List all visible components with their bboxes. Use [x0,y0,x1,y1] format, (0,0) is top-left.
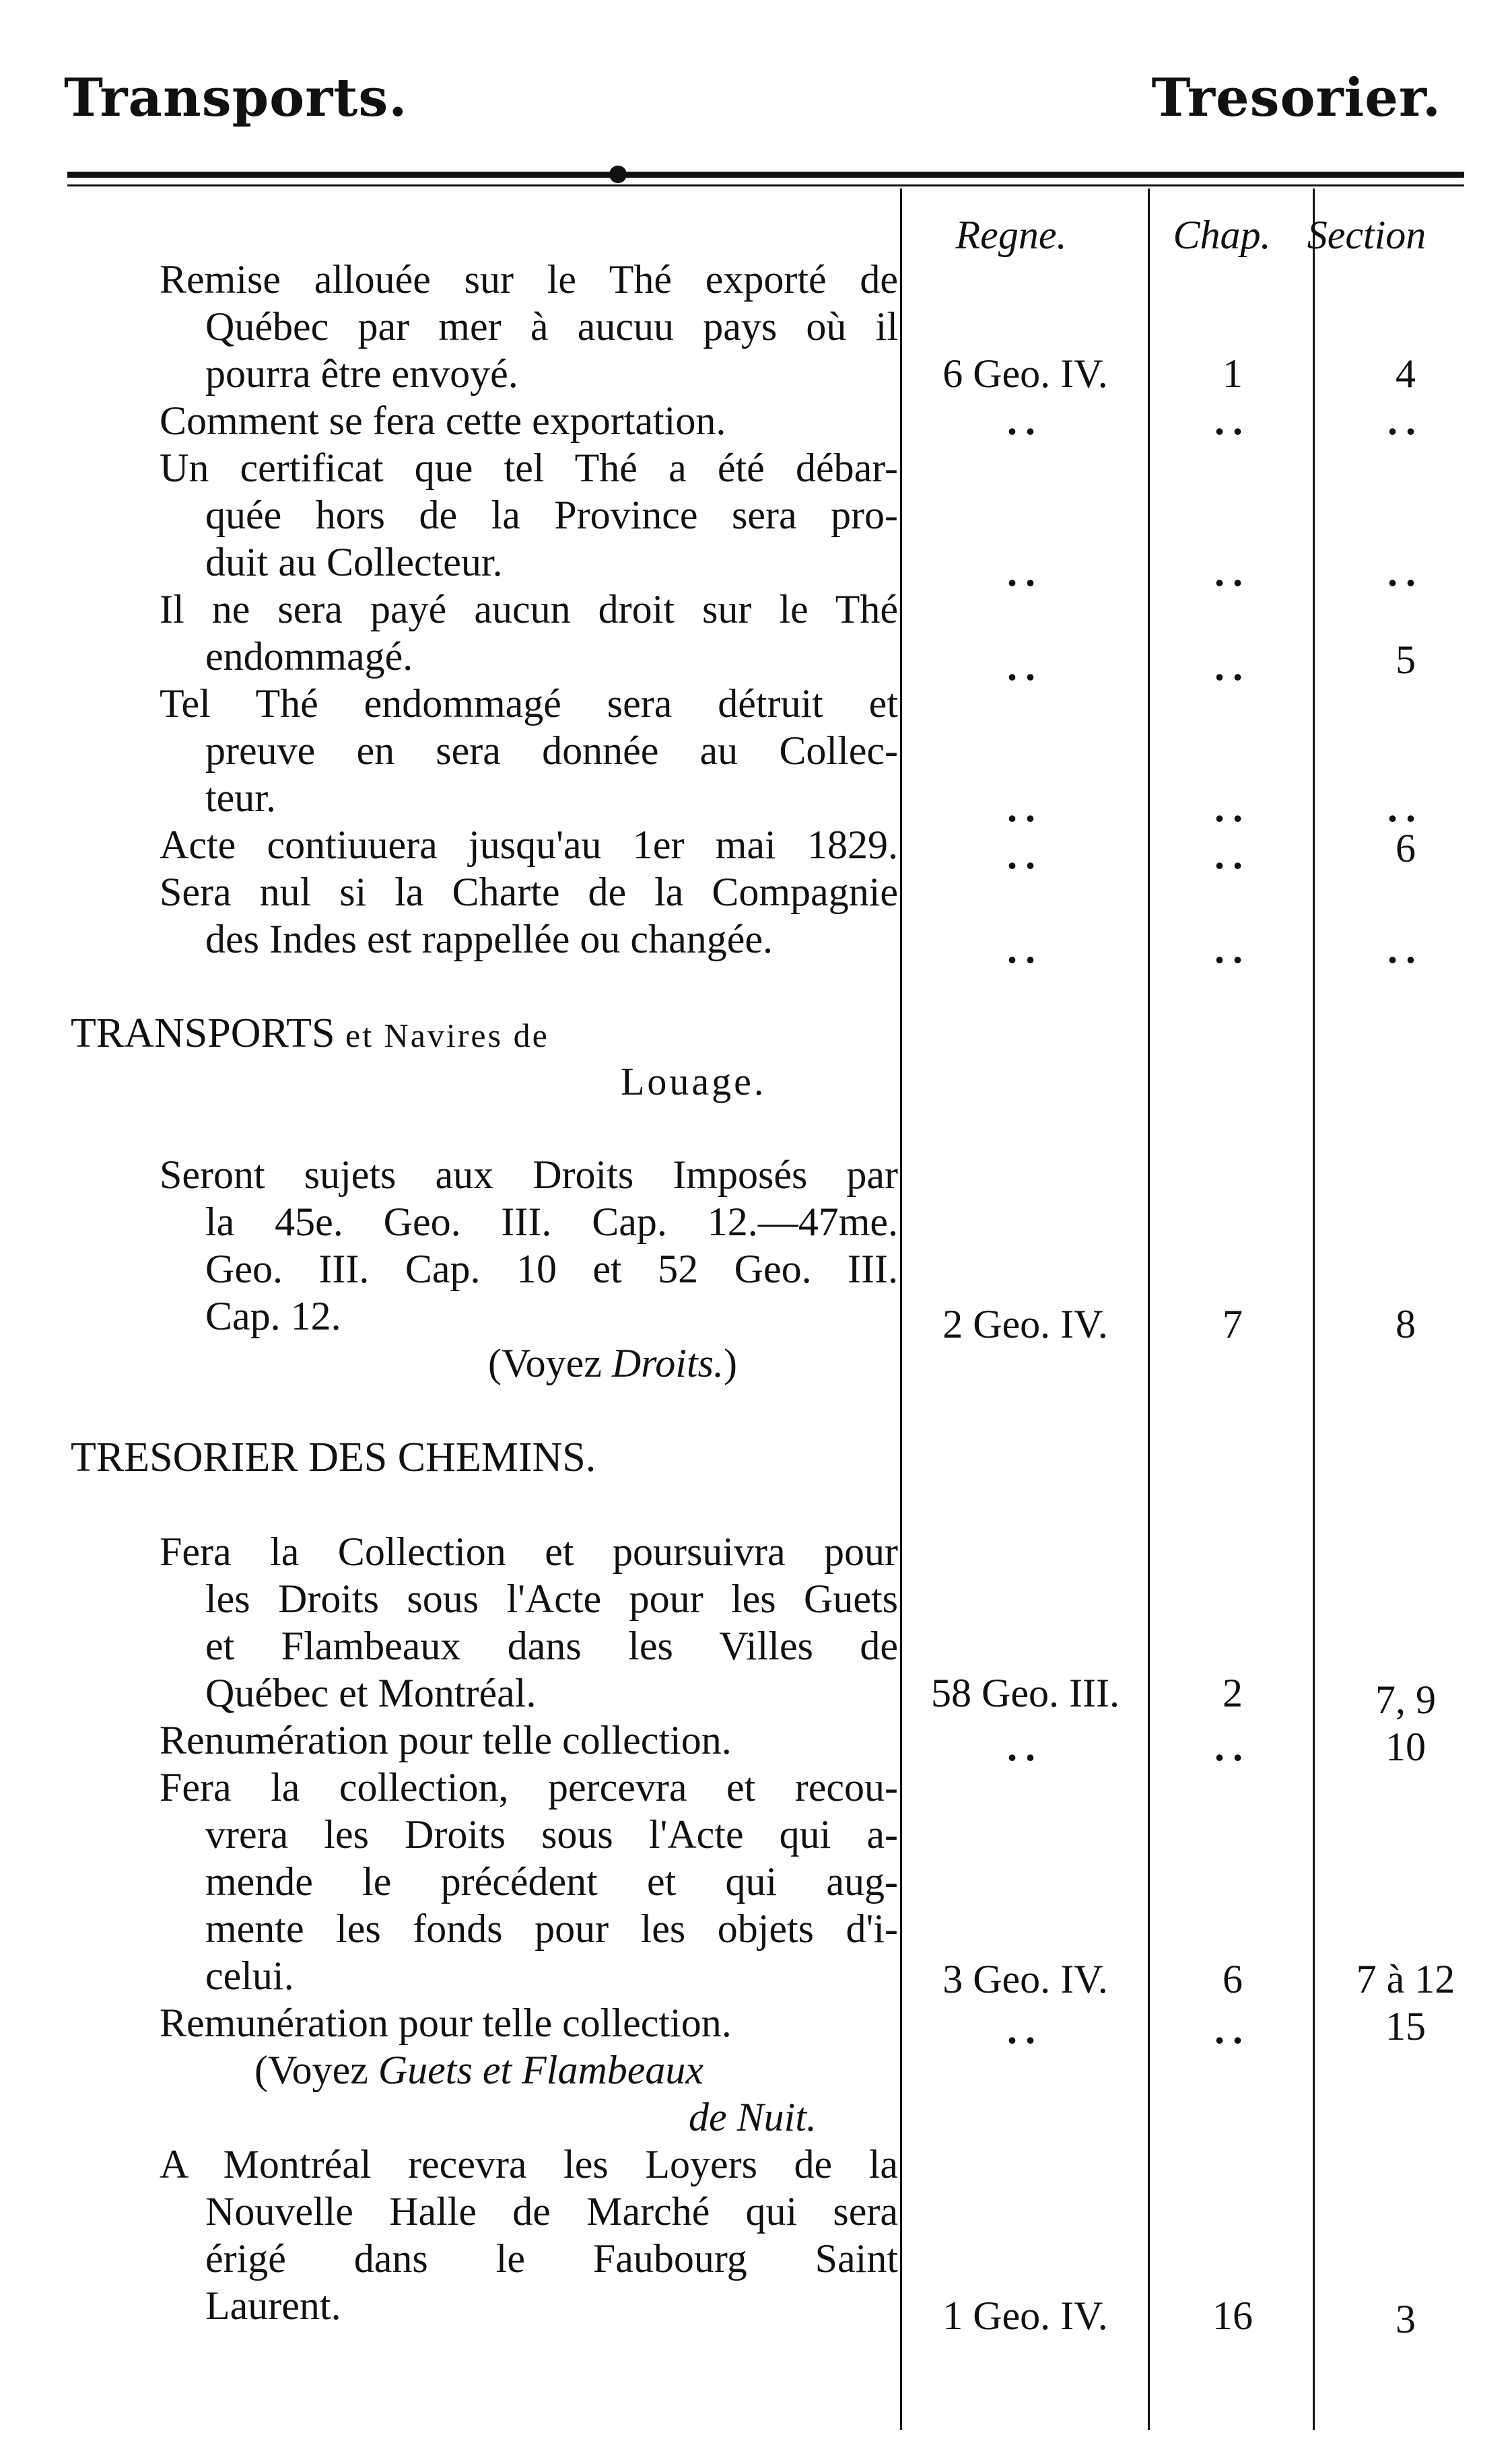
cell-regne: 58 Geo. III. [931,1671,1120,1715]
entry-text: Cap. 12. [205,1294,341,1338]
entry-text: duit au Collecteur. [205,540,503,584]
cross-reference-term: de Nuit. [689,2095,817,2139]
cell-chap: 6 [1223,1957,1243,2001]
entry-text: Québec par mer à aucuu pays où il [205,304,898,349]
ditto-mark: .. [1007,2007,1043,2052]
entry-text: preuve en sera donnée au Collec- [205,728,898,773]
ditto-mark: .. [1214,550,1251,594]
entry-text: Sera nul si la Charte de la Compagnie [160,870,898,914]
entry-text: quée hors de la Province sera pro- [205,493,898,537]
entry-text: vrera les Droits sous l'Acte qui a- [205,1812,898,1857]
cell-section: 8 [1396,1302,1416,1346]
section-heading-continuation: Louage. [621,1060,767,1103]
entry-text: Tel Thé endommagé sera détruit et [160,681,898,726]
entry-text: la 45e. Geo. III. Cap. 12.—47me. [205,1200,898,1244]
cell-section: 5 [1396,637,1416,682]
header-rule-ornament [609,166,627,183]
ditto-mark: .. [1007,833,1043,877]
ditto-mark: .. [1007,644,1043,689]
cross-reference-open: (Voyez [488,1341,612,1385]
cell-section: 10 [1385,1725,1426,1769]
running-header-left: Transports. [64,67,408,129]
section-heading-tresorier: TRESORIER DES CHEMINS. [71,1435,596,1480]
column-header-chap: Chap. [1173,213,1271,257]
cell-chap: 1 [1223,351,1243,396]
ditto-mark: .. [1007,399,1043,443]
cell-section: 15 [1385,2004,1426,2048]
ditto-mark: .. [1214,1725,1251,1769]
cell-regne: 1 Geo. IV. [942,2294,1108,2338]
entry-text: Remise allouée sur le Thé exporté de [160,257,898,302]
entry-text: Un certificat que tel Thé a été débar- [160,446,898,490]
entry-text: teur. [205,776,276,820]
entry-text: Acte contiuuera jusqu'au 1er mai 1829. [160,823,898,867]
ditto-mark: .. [1387,399,1424,443]
column-rule-2 [1148,188,1150,2430]
entry-text: Remunération pour telle collection. [160,2001,732,2045]
column-rule-3 [1313,188,1315,2430]
cross-reference [488,1340,737,1387]
section-heading-main: TRANSPORTS [71,1010,335,1056]
ditto-mark: .. [1214,399,1251,443]
ditto-mark: .. [1214,786,1251,830]
cross-reference-continuation [689,2094,817,2141]
ditto-mark: .. [1214,833,1251,877]
entry-text: Nouvelle Halle de Marché qui sera [205,2189,898,2234]
entry-text: érigé dans le Faubourg Saint [205,2236,898,2281]
cell-regne: 3 Geo. IV. [942,1957,1108,2001]
entry-text: A Montréal recevra les Loyers de la [160,2142,898,2186]
cell-section: 7, 9 [1375,1678,1436,1722]
cell-regne: 2 Geo. IV. [942,1302,1108,1346]
entry-text: Renumération pour telle collection. [160,1718,732,1762]
entry-text: celui. [205,1954,294,1998]
cross-reference-close: ) [724,1341,737,1385]
entry-text: Seront sujets aux Droits Imposés par [160,1152,898,1197]
cross-reference [254,2046,703,2094]
cross-reference-term: Droits. [611,1341,724,1385]
cell-section: 6 [1396,826,1416,870]
section-heading-transports [71,1010,549,1059]
ditto-mark: .. [1007,550,1043,594]
entry-text: Laurent. [205,2283,341,2328]
entry-text: mente les fonds pour les objets d'i- [205,1906,898,1951]
header-rule-thick [67,172,1464,178]
ditto-mark: .. [1387,786,1424,830]
cross-reference-open: (Voyez [254,2048,378,2092]
ditto-mark: .. [1214,2007,1251,2052]
entry-text: mende le précédent et qui aug- [205,1859,898,1904]
column-rule-1 [900,188,902,2430]
column-header-regne: Regne. [955,213,1067,257]
entry-text: et Flambeaux dans les Villes de [205,1624,898,1668]
entry-text: pourra être envoyé. [205,351,518,396]
cell-chap: 7 [1223,1302,1243,1346]
entry-text: Il ne sera payé aucun droit sur le Thé [160,587,898,631]
entry-text: endommagé. [205,634,413,679]
ditto-mark: .. [1214,644,1251,689]
ditto-mark: .. [1214,927,1251,971]
cell-section: 4 [1396,351,1416,396]
cell-regne: 6 Geo. IV. [942,351,1108,396]
ditto-mark: .. [1007,927,1043,971]
running-header-right: Tresorier. [1151,67,1441,129]
ditto-mark: .. [1007,1725,1043,1769]
column-header-section: Section [1307,213,1427,257]
entry-text: les Droits sous l'Acte pour les Guets [205,1577,898,1621]
ditto-mark: .. [1007,786,1043,830]
entry-text: Fera la Collection et poursuivra pour [160,1529,898,1574]
header-rule-thin [67,184,1464,186]
ditto-mark: .. [1387,550,1424,594]
cell-section: 7 à 12 [1356,1957,1455,2001]
entry-text: Fera la collection, percevra et recou- [160,1765,898,1810]
ditto-mark: .. [1387,927,1424,971]
cell-section: 3 [1396,2297,1416,2341]
entry-text: Geo. III. Cap. 10 et 52 Geo. III. [205,1247,898,1291]
entry-text: Comment se fera cette exportation. [160,399,726,443]
cell-chap: 2 [1223,1671,1243,1715]
section-heading-smallcaps: et Navires de [345,1016,549,1054]
entry-text: des Indes est rappellée ou changée. [205,917,773,961]
cell-chap: 16 [1212,2294,1253,2338]
cross-reference-term: Guets et Flambeaux [378,2048,704,2092]
entry-text: Québec et Montréal. [205,1671,537,1715]
